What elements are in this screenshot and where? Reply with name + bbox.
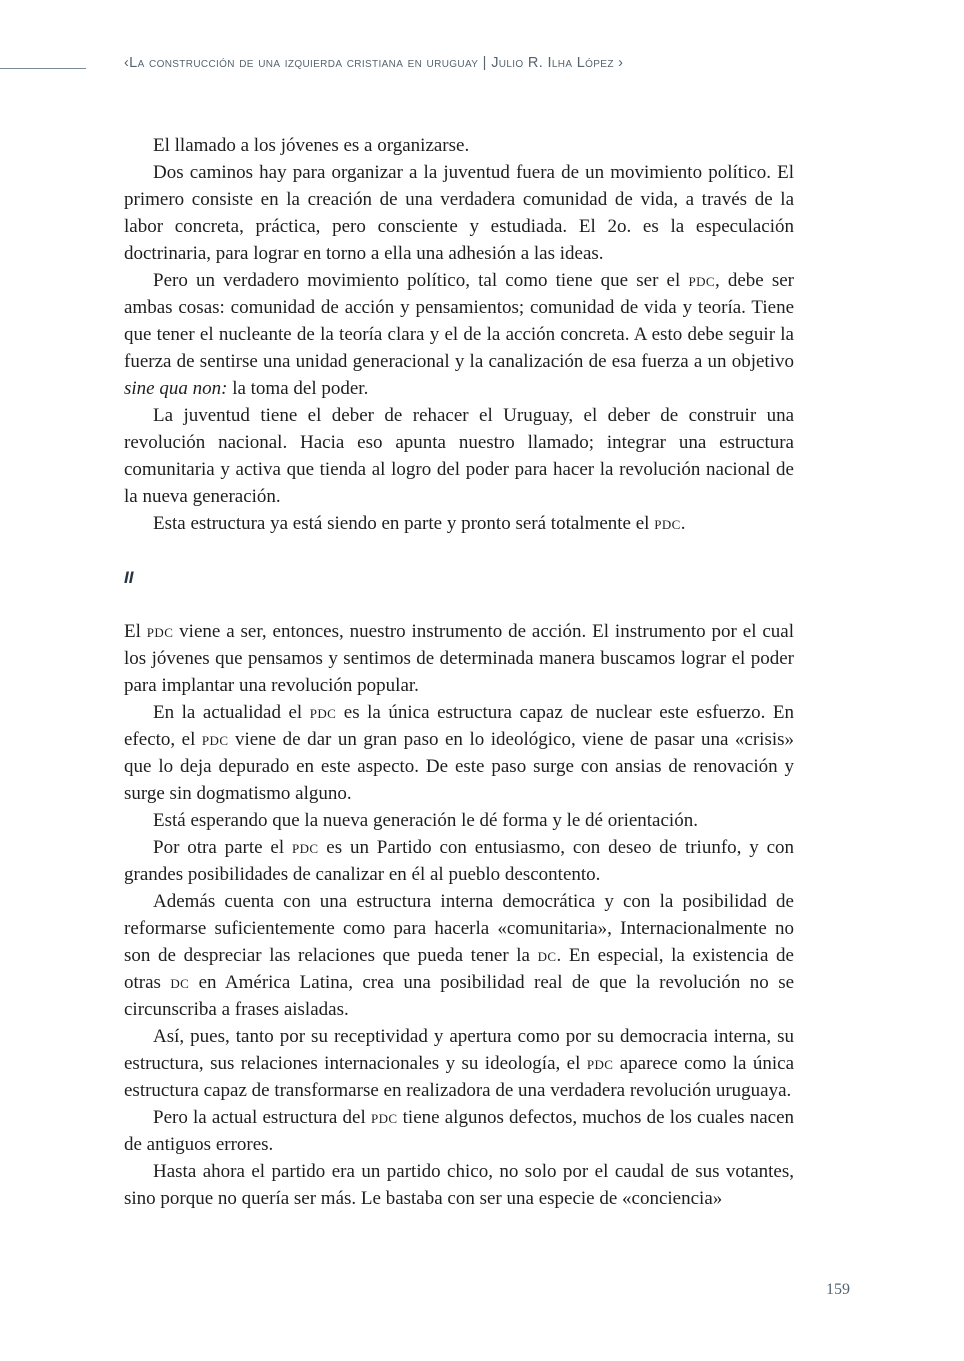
page-number: 159 (826, 1281, 850, 1298)
paragraph: Además cuenta con una estructura interna democrática y con la posibilidad de reformarse suficientemente como para hacerla «comunitaria», Internacionalmente no son de despreciar las relaciones que pueda tener la dc. En especial, la existencia de otras dc en América Latina, crea una posibilidad real de que la revolución no se circunscriba a frases aisladas. (124, 891, 795, 1020)
abbr-pdc: pdc (688, 270, 715, 291)
abbr-pdc: pdc (586, 1053, 614, 1074)
header-book-title: ‹La construcción de una izquierda cristiana en uruguay (124, 55, 479, 71)
abbr-pdc: pdc (201, 729, 229, 750)
paragraph: Está esperando que la nueva generación le dé forma y le dé orientación. (153, 810, 698, 831)
paragraph: El pdc viene a ser, entonces, nuestro instrumento de acción. El instrumento por el cual los jóvenes que pensamos y sentimos de determinada manera buscamos lograr el poder para implantar una revolución popular. (124, 621, 795, 696)
paragraph: Hasta ahora el partido era un partido chico, no solo por el caudal de sus votantes, sino porque no quería ser más. Le bastaba con ser una especie de «conciencia» (124, 1161, 794, 1209)
paragraph: Por otra parte el pdc es un Partido con entusiasmo, con deseo de triunfo, y con grandes posibilidades de canalizar en él al pueblo descontento. (124, 837, 795, 885)
running-header (124, 55, 924, 71)
paragraph: Dos caminos hay para organizar a la juventud fuera de un movimiento político. El primero consiste en la creación de una verdadera comunidad de vida, a través de la labor concreta, práctica, pero consciente y estudiada. El 2o. es la especulación doctrinaria, para lograr en torno a ella una adhesión a las ideas. (124, 162, 794, 264)
latin-phrase: sine qua non: (124, 378, 228, 399)
paragraph: En la actualidad el pdc es la única estructura capaz de nuclear este esfuerzo. En efecto, el pdc viene de dar un gran paso en lo ideológico, viene de pasar una «crisis» que lo deja depurado en este aspecto. De este paso surge con ansias de renovación y surge sin dogmatismo alguno. (124, 702, 795, 804)
section-heading: II (124, 568, 134, 587)
paragraph: Pero un verdadero movimiento político, tal como tiene que ser el pdc, debe ser ambas cosas: comunidad de acción y pensamientos; comunidad de vida y teoría. Tiene que tener el nucleante de la teoría clara y el de la acción concreta. A esto debe seguir la fuerza de sentirse una unidad generacional y la canalización de esa fuerza a un objetivo sine qua non: la toma del poder. (124, 270, 794, 399)
abbr-pdc: pdc (309, 702, 337, 723)
abbr-pdc: pdc (654, 513, 681, 534)
header-author: Julio R. Ilha López › (491, 55, 624, 71)
abbr-dc: dc (537, 945, 557, 966)
abbr-pdc: pdc (291, 837, 319, 858)
paragraph: El llamado a los jóvenes es a organizarse. (153, 135, 470, 156)
abbr-pdc: pdc (370, 1107, 398, 1128)
paragraph: Pero la actual estructura del pdc tiene algunos defectos, muchos de los cuales nacen de antiguos errores. (124, 1107, 795, 1155)
header-separator: | (482, 55, 487, 71)
abbr-dc: dc (170, 972, 190, 993)
body-text (124, 132, 794, 1212)
header-rule (0, 68, 86, 69)
paragraph: Así, pues, tanto por su receptividad y apertura como por su democracia interna, su estructura, sus relaciones internacionales y su ideología, el pdc aparece como la única estructura capaz de transformarse en realizadora de una verdadera revolución uruguaya. (124, 1026, 795, 1101)
abbr-pdc: pdc (146, 621, 174, 642)
paragraph: La juventud tiene el deber de rehacer el Uruguay, el deber de construir una revolución nacional. Hacia eso apunta nuestro llamado; integrar una estructura comunitaria y activa que tienda al logro del poder para hacer la revolución nacional de la nueva generación. (124, 405, 794, 507)
paragraph: Esta estructura ya está siendo en parte y pronto será totalmente el pdc. (153, 513, 686, 534)
